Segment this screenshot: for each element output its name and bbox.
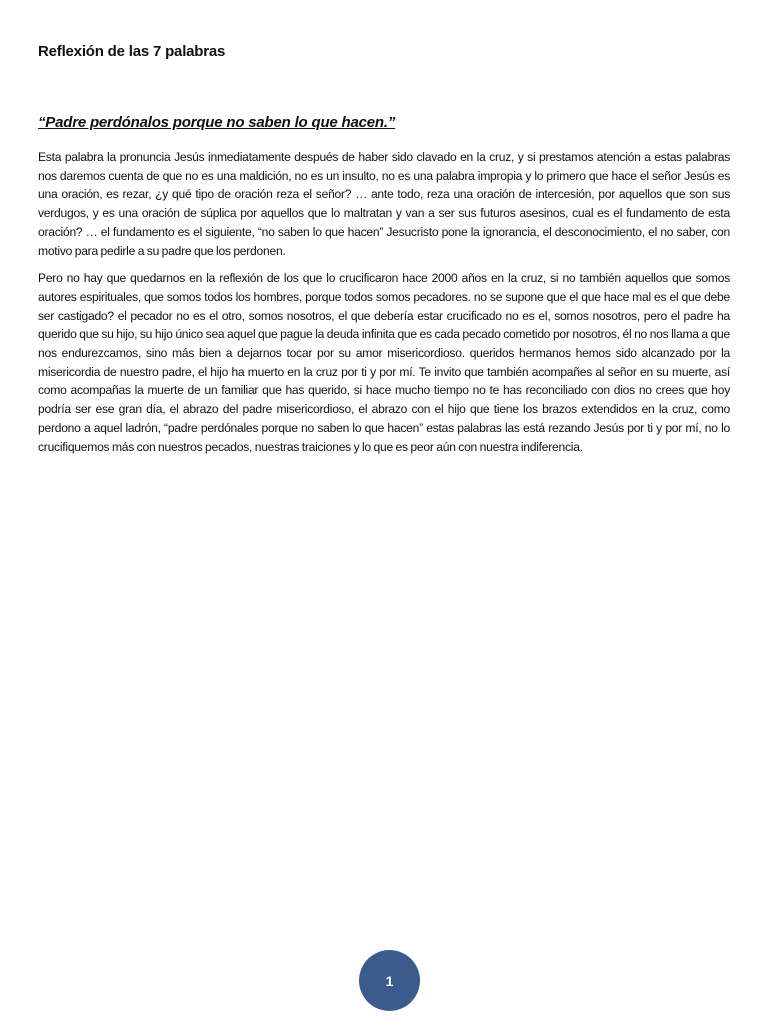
quote-heading: “Padre perdónalos porque no saben lo que hacen.” — [38, 114, 396, 131]
document-title: Reflexión de las 7 palabras — [38, 43, 226, 60]
document-body — [38, 148, 730, 465]
paragraph: Pero no hay que quedarnos en la reflexión de los que lo crucificaron hace 2000 años en la cruz, si no también aquellos que somos autores espirituales, que somos todos los hombres, porque todos somos pecadores. no se supone que el que hace mal es el que debe ser castigado? el pecador no es el otro, somos nosotros, el que debería estar crucificado no es el, somos nosotros, pero el padre ha querido que su hijo, su hijo único sea aquel que pague la deuda infinita que es cada pecado cometido por nosotros, él no nos llama a que nos endurezcamos, sino más bien a dejarnos tocar por su amor misericordioso. queridos hermanos hemos sido alcanzado por la misericordia de nuestro padre, el hijo ha muerto en la cruz por ti y por mí. Te invito que también acompañes al señor en su muerte, así como acompañas la muerte de un familiar que has querido, si hace mucho tiempo no te has reconciliado con dios no crees que hoy podría ser ese gran día, el abrazo del padre misericordioso, el abrazo con el hijo que tiene los brazos extendidos en la cruz, como perdono a aquel ladrón, “padre perdónales porque no saben lo que hacen” estas palabras las está rezando Jesús por ti y por mí, no lo crucifiquemos más con nuestros pecados, nuestras traiciones y lo que es peor aún con nuestra indiferencia. — [38, 271, 730, 454]
paragraph: Esta palabra la pronuncia Jesús inmediatamente después de haber sido clavado en la cruz, y si prestamos atención a estas palabras nos daremos cuenta de que no es una maldición, no es un insulto, no es una palabra impropia y lo primero que hace el señor Jesús es una oración, es rezar, ¿y qué tipo de oración reza el señor? … ante todo, reza una oración de intercesión, por aquellos que son sus verdugos, y es una oración de súplica por aquellos que lo maltratan y van a ser sus futuros asesinos, cual es el fundamento de esta oración? … el fundamento es el siguiente, “no saben lo que hacen” Jesucristo pone la ignorancia, el desconocimiento, el no saber, con motivo para pedirle a su padre que los perdonen. — [38, 150, 730, 258]
page-number-badge — [359, 950, 420, 1011]
page-number: 1 — [385, 972, 394, 989]
